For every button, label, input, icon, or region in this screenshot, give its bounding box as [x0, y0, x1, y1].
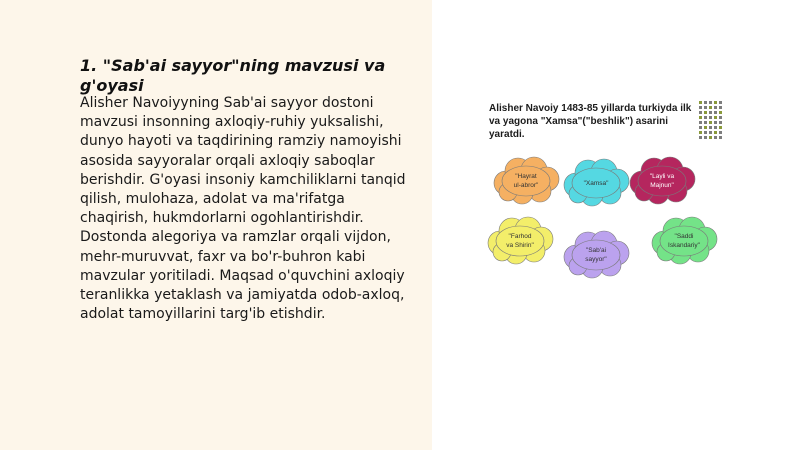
xamsa-illustration — [476, 92, 730, 282]
cloud-sabai-sayyor — [564, 231, 629, 278]
cloud-layli-va-majnun — [630, 157, 695, 204]
cloud-label-line2: va Shirin" — [506, 242, 534, 249]
cloud-label-line2: sayyor" — [585, 256, 607, 263]
cloud-label-line2: Iskandariy" — [668, 242, 700, 249]
cloud-farhod-va-shirin — [488, 217, 553, 264]
cloud-label-line1: "Farhod — [508, 233, 532, 240]
cloud-label-line1: "Hayrat — [515, 173, 537, 180]
cloud-label-line1: "Xamsa" — [583, 180, 609, 187]
cloud-label-line2: ul-abror" — [513, 182, 539, 189]
cloud-hayrat-ul-abror — [494, 157, 559, 204]
cloud-label-line1: "Sab'ai — [585, 247, 607, 254]
cloud-label-line1: "Saddi — [674, 233, 694, 240]
cloud-xamsa — [564, 159, 629, 206]
cloud-label-line2: Majnun" — [650, 182, 674, 189]
cloud-saddi-iskandariy — [652, 217, 717, 264]
xamsa-clouds — [476, 92, 730, 282]
slide-title: 1. "Sab'ai sayyor"ning mavzusi va g'oyasi — [80, 56, 386, 95]
slide-body-text: Alisher Navoiyyning Sab'ai sayyor dostoni mavzusi insonning axloqiy-ruhiy yuksalishi, dunyo hayoti va taqdirining ramziy namoyishi asosida sayyoralar orqali axloqiy saboqlar berishdir. G'oyasi insoniy kamchiliklarni tanqid qilish, mulohaza, adolat va ma'rifatga chaqirish, hukmdorlarni ogohlantirishdir. Dostonda alegoriya va ramzlar orqali vijdon, mehr-muruvvat, faxr va bo'r-buhron kabi mavzular yoritiladi. Maqsad o'quvchini axloqiy teranlikka yetaklash va jamiyatda odob-axloq, adolat tamoyillarini targ'ib etishdir. — [80, 95, 406, 323]
illustration-caption: Alisher Navoiy 1483-85 yillarda turkiyda ilk va yagona "Xamsa"("beshlik") asarini yaratdi. — [489, 103, 692, 140]
cloud-label-line1: "Layli va — [649, 173, 675, 180]
